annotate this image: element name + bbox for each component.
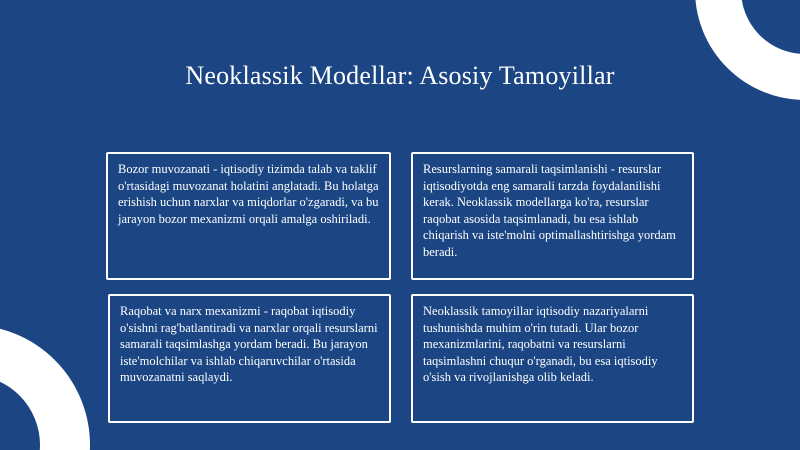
slide-title: Neoklassik Modellar: Asosiy Tamoyillar: [185, 61, 615, 90]
card-text: Raqobat va narx mexanizmi - raqobat iqtisodiy o'sishni rag'batlantiradi va narxlar orqali resurslarni samarali taqsimlashga yordam beradi. Bu jarayon iste'molchilar va ishlab chiqaruvchilar o'rtasida muvozanatni saqlaydi.: [120, 304, 378, 384]
principle-card-competition-price: [108, 294, 391, 423]
decorative-ring-bottom-left: [0, 325, 90, 450]
card-text: Neoklassik tamoyillar iqtisodiy nazariyalarni tushunishda muhim o'rin tutadi. Ular bozor mexanizmlarini, raqobatni va resurslarni taqsimlashni chuqur o'rganadi, bu esa iqtisodiy o'sish va rivojlanishga olib keladi.: [423, 304, 658, 384]
card-text: Resurslarning samarali taqsimlanishi - resurslar iqtisodiyotda eng samarali tarzda foydalanilishi kerak. Neoklassik modellarga ko'ra, resurslar raqobat asosida taqsimlanadi, bu esa ishlab chiqarish va iste'molni optimallashtirishga yordam beradi.: [423, 162, 676, 259]
principle-card-market-equilibrium: [106, 152, 391, 280]
card-text: Bozor muvozanati - iqtisodiy tizimda talab va taklif o'rtasidagi muvozanat holatini anglatadi. Bu holatga erishish uchun narxlar va miqdorlar o'zgaradi, va bu jarayon bozor mexanizmi orqali amalga oshiriladi.: [118, 162, 379, 226]
principle-card-summary: [411, 294, 694, 423]
principle-card-resource-allocation: [411, 152, 694, 280]
